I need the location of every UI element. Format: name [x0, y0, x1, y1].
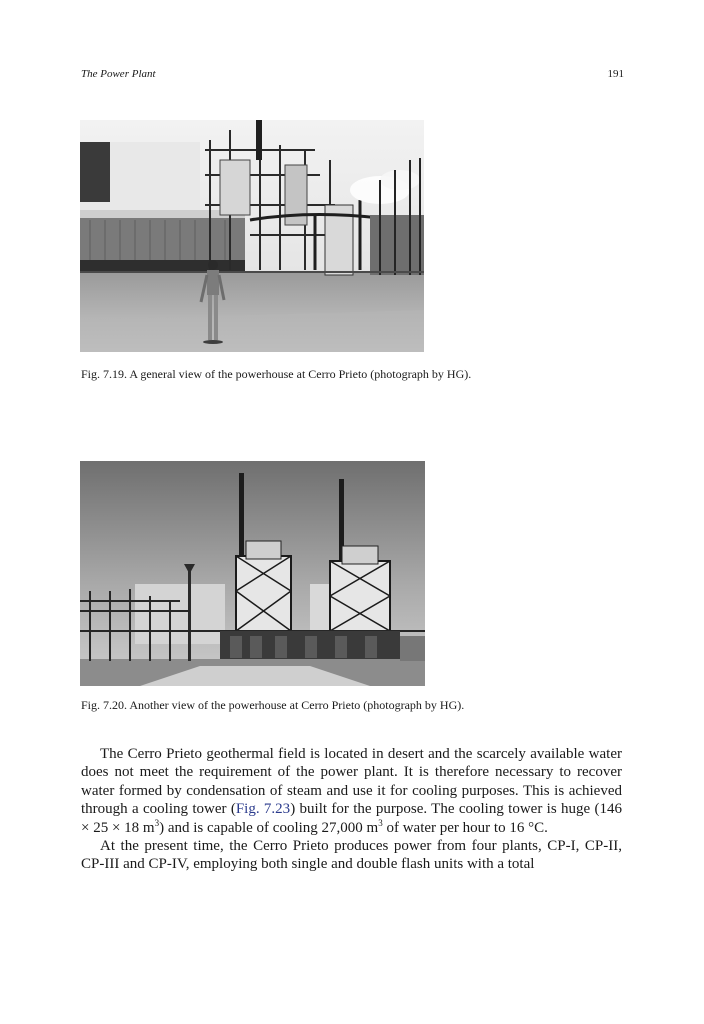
- paragraph: At the present time, the Cerro Prieto produces power from four plants, CP-I, CP-II, CP-III and CP-IV, employing both single and double flash units with a total: [81, 838, 622, 873]
- paragraph: [81, 745, 622, 837]
- figure-7-20-caption: Fig. 7.20. Another view of the powerhouse at Cerro Prieto (photograph by HG).: [81, 698, 465, 712]
- figure-7-20-photo: [80, 461, 425, 686]
- paragraph-text: ) built for the purpose. The cooling tower is huge (146 × 25 × 18 m: [81, 801, 622, 836]
- running-title: The Power Plant: [81, 68, 156, 80]
- page-number: 191: [607, 68, 624, 80]
- figure-7-23-link[interactable]: Fig. 7.23: [235, 801, 291, 818]
- paragraph-text: The Cerro Prieto geothermal field is located in desert and the scarcely available water does not meet the requirement of the power plant. It is therefore necessary to recover water formed by condensation of steam and use it for cooling purposes. This is achieved through a cooling tower (: [81, 746, 622, 818]
- paragraph-text: of water per hour to 16 °C.: [382, 819, 548, 836]
- superscript: 3: [378, 817, 383, 828]
- figure-7-19-caption: Fig. 7.19. A general view of the powerhouse at Cerro Prieto (photograph by HG).: [81, 367, 472, 381]
- superscript: 3: [154, 817, 160, 828]
- body-text: [81, 745, 622, 874]
- figure-7-19-photo: [80, 120, 424, 352]
- paragraph-text: ) and is capable of cooling 27,000 m: [159, 819, 379, 836]
